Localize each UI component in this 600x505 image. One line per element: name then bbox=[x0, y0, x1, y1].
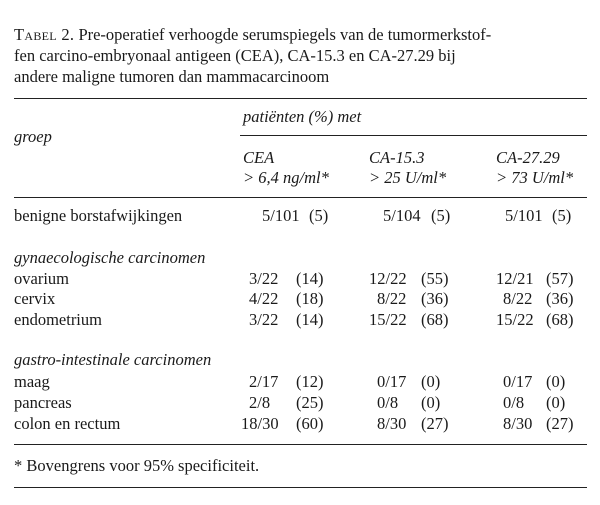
cell-maag-ca2729-count: 0/17 bbox=[503, 372, 533, 391]
cell-maag-ca153-pct: (0) bbox=[421, 372, 441, 391]
column-header-ca153: CA-15.3 bbox=[369, 148, 425, 167]
cell-ovarium-ca2729-pct: (57) bbox=[546, 269, 574, 288]
row-label-ovarium: ovarium bbox=[14, 269, 69, 288]
cell-benigne-cea-count: 5/101 bbox=[262, 206, 300, 225]
cell-benigne-ca2729-count: 5/101 bbox=[505, 206, 543, 225]
cell-colon-ca153-count: 8/30 bbox=[377, 414, 407, 433]
caption-line-1: Pre-operatief verhoogde serumspiegels van de tumormerkstof- bbox=[78, 25, 492, 44]
cell-colon-cea-pct: (60) bbox=[296, 414, 324, 433]
row-label-endometrium: endometrium bbox=[14, 310, 102, 329]
top-rule bbox=[14, 98, 587, 99]
cell-endometrium-ca2729-count: 15/22 bbox=[496, 310, 534, 329]
cell-endometrium-ca2729-pct: (68) bbox=[546, 310, 574, 329]
cell-cervix-ca2729-count: 8/22 bbox=[503, 289, 533, 308]
cell-pancreas-ca153-pct: (0) bbox=[421, 393, 441, 412]
row-label-maag: maag bbox=[14, 372, 50, 391]
header-bottom-rule bbox=[14, 197, 587, 198]
cell-maag-ca2729-pct: (0) bbox=[546, 372, 566, 391]
cell-ovarium-ca153-count: 12/22 bbox=[369, 269, 407, 288]
cell-ovarium-cea-pct: (14) bbox=[296, 269, 324, 288]
cell-benigne-ca153-pct: (5) bbox=[431, 206, 451, 225]
caption-line-2: fen carcino-embryonaal antigeen (CEA), CA-15.3 en CA-27.29 bij bbox=[14, 46, 456, 65]
column-header-ca2729: CA-27.29 bbox=[496, 148, 560, 167]
cell-pancreas-cea-pct: (25) bbox=[296, 393, 324, 412]
table-label: Tabel 2. bbox=[14, 25, 75, 44]
cell-maag-cea-count: 2/17 bbox=[249, 372, 279, 391]
cell-cervix-ca153-count: 8/22 bbox=[377, 289, 407, 308]
cell-ovarium-ca153-pct: (55) bbox=[421, 269, 449, 288]
cell-benigne-cea-pct: (5) bbox=[309, 206, 329, 225]
patients-header: patiënten (%) met bbox=[243, 107, 362, 126]
cell-benigne-ca153-count: 5/104 bbox=[383, 206, 421, 225]
cell-cervix-ca153-pct: (36) bbox=[421, 289, 449, 308]
column-threshold-ca153: > 25 U/ml* bbox=[369, 168, 447, 187]
cell-colon-ca2729-count: 8/30 bbox=[503, 414, 533, 433]
row-label-benigne: benigne borstafwijkingen bbox=[14, 206, 183, 225]
cell-colon-ca2729-pct: (27) bbox=[546, 414, 574, 433]
cell-ovarium-ca2729-count: 12/21 bbox=[496, 269, 534, 288]
cell-cervix-ca2729-pct: (36) bbox=[546, 289, 574, 308]
cell-maag-ca153-count: 0/17 bbox=[377, 372, 407, 391]
cell-cervix-cea-count: 4/22 bbox=[249, 289, 279, 308]
table-caption bbox=[14, 24, 589, 87]
cell-endometrium-ca153-count: 15/22 bbox=[369, 310, 407, 329]
header-sub-rule bbox=[240, 135, 587, 136]
cell-pancreas-ca2729-pct: (0) bbox=[546, 393, 566, 412]
table-bottom-rule bbox=[14, 444, 587, 445]
footnote: * Bovengrens voor 95% specificiteit. bbox=[14, 456, 260, 475]
cell-colon-ca153-pct: (27) bbox=[421, 414, 449, 433]
row-label-colon-rectum: colon en rectum bbox=[14, 414, 121, 433]
group-header: groep bbox=[14, 127, 52, 146]
caption-line-3: andere maligne tumoren dan mammacarcinoom bbox=[14, 67, 330, 86]
cell-benigne-ca2729-pct: (5) bbox=[552, 206, 572, 225]
cell-colon-cea-count: 18/30 bbox=[241, 414, 279, 433]
section-title-gynaecologisch: gynaecologische carcinomen bbox=[14, 248, 206, 267]
footnote-bottom-rule bbox=[14, 487, 587, 488]
cell-pancreas-ca2729-count: 0/8 bbox=[503, 393, 525, 412]
cell-maag-cea-pct: (12) bbox=[296, 372, 324, 391]
cell-endometrium-cea-pct: (14) bbox=[296, 310, 324, 329]
column-threshold-ca2729: > 73 U/ml* bbox=[496, 168, 574, 187]
row-label-cervix: cervix bbox=[14, 289, 56, 308]
cell-pancreas-ca153-count: 0/8 bbox=[377, 393, 399, 412]
cell-endometrium-cea-count: 3/22 bbox=[249, 310, 279, 329]
cell-cervix-cea-pct: (18) bbox=[296, 289, 324, 308]
cell-endometrium-ca153-pct: (68) bbox=[421, 310, 449, 329]
cell-pancreas-cea-count: 2/8 bbox=[249, 393, 271, 412]
column-header-cea: CEA bbox=[243, 148, 275, 167]
section-title-gastro-intestinaal: gastro-intestinale carcinomen bbox=[14, 350, 212, 369]
row-label-pancreas: pancreas bbox=[14, 393, 72, 412]
column-threshold-cea: > 6,4 ng/ml* bbox=[243, 168, 329, 187]
cell-ovarium-cea-count: 3/22 bbox=[249, 269, 279, 288]
